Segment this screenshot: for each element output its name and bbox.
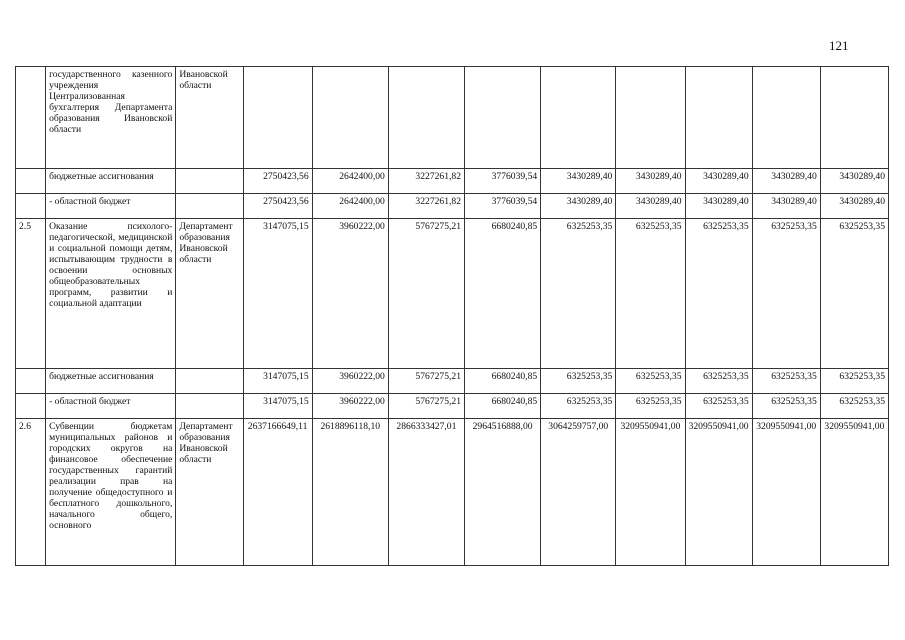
row-value-cell: 3430289,40 [616, 169, 685, 194]
row-value-cell: 6325253,35 [685, 369, 752, 394]
row-value-cell: 5767275,21 [388, 394, 464, 419]
row-value-cell: 6325253,35 [685, 394, 752, 419]
row-value-cell: 3430289,40 [541, 169, 616, 194]
row-executor-cell: Департамент образования Ивановской области [176, 419, 243, 566]
row-executor-cell [176, 394, 243, 419]
row-value-cell: 3147075,15 [243, 369, 312, 394]
row-value-cell: 3960222,00 [312, 394, 388, 419]
row-value-cell: 2618896118,10 [312, 419, 388, 566]
row-name-cell: Оказание психолого-педагогической, медицинской и социальной помощи детям, испытывающим трудности в освоении основных общеобразовательных программ, развитии и социальной адаптации [46, 219, 176, 369]
row-value-cell: 3147075,15 [243, 219, 312, 369]
row-name-cell: - областной бюджет [46, 194, 176, 219]
row-value-cell: 6680240,85 [465, 219, 541, 369]
row-executor-cell [176, 194, 243, 219]
row-value-cell [685, 67, 752, 169]
row-value-cell: 3776039,54 [465, 194, 541, 219]
row-value-cell: 3209550941,00 [820, 419, 888, 566]
row-name-cell: - областной бюджет [46, 394, 176, 419]
row-value-cell: 3147075,15 [243, 394, 312, 419]
table-row [16, 169, 889, 194]
row-value-cell: 3776039,54 [465, 169, 541, 194]
row-value-cell: 6680240,85 [465, 369, 541, 394]
row-value-cell: 6325253,35 [820, 369, 888, 394]
row-value-cell: 5767275,21 [388, 219, 464, 369]
row-value-cell: 6325253,35 [820, 394, 888, 419]
row-value-cell: 3960222,00 [312, 219, 388, 369]
row-value-cell: 6325253,35 [752, 219, 820, 369]
row-name-cell: государственного казенного учреждения Централизованная бухгалтерия Департамента образования Ивановской области [46, 67, 176, 169]
row-value-cell: 3960222,00 [312, 369, 388, 394]
table-row [16, 67, 889, 169]
row-value-cell: 3430289,40 [752, 194, 820, 219]
table-row [16, 369, 889, 394]
row-value-cell [243, 67, 312, 169]
row-value-cell: 6680240,85 [465, 394, 541, 419]
row-value-cell [465, 67, 541, 169]
row-value-cell: 3430289,40 [752, 169, 820, 194]
row-value-cell: 6325253,35 [541, 369, 616, 394]
row-value-cell: 6325253,35 [752, 394, 820, 419]
page-number: 121 [829, 38, 849, 53]
row-value-cell: 6325253,35 [541, 219, 616, 369]
row-value-cell: 6325253,35 [616, 369, 685, 394]
row-code-cell: 2.5 [16, 219, 46, 369]
row-name-cell: бюджетные ассигнования [46, 369, 176, 394]
row-value-cell: 6325253,35 [616, 219, 685, 369]
row-name-cell: бюджетные ассигнования [46, 169, 176, 194]
row-executor-cell: Департамент образования Ивановской области [176, 219, 243, 369]
row-value-cell: 3430289,40 [820, 169, 888, 194]
row-value-cell: 3430289,40 [541, 194, 616, 219]
row-executor-cell: Ивановской области [176, 67, 243, 169]
row-value-cell [752, 67, 820, 169]
row-executor-cell [176, 369, 243, 394]
row-code-cell [16, 67, 46, 169]
row-code-cell [16, 194, 46, 219]
row-value-cell: 2642400,00 [312, 169, 388, 194]
row-value-cell: 6325253,35 [541, 394, 616, 419]
row-value-cell [312, 67, 388, 169]
row-value-cell: 2750423,56 [243, 194, 312, 219]
row-value-cell [616, 67, 685, 169]
row-value-cell: 2750423,56 [243, 169, 312, 194]
row-value-cell: 3430289,40 [820, 194, 888, 219]
row-value-cell [541, 67, 616, 169]
row-code-cell [16, 394, 46, 419]
row-value-cell: 6325253,35 [685, 219, 752, 369]
row-value-cell: 3064259757,00 [541, 419, 616, 566]
row-value-cell [820, 67, 888, 169]
row-value-cell: 6325253,35 [616, 394, 685, 419]
row-value-cell: 2642400,00 [312, 194, 388, 219]
table-row [16, 219, 889, 369]
budget-table [15, 66, 889, 566]
table-row [16, 394, 889, 419]
row-value-cell: 2964516888,00 [465, 419, 541, 566]
row-value-cell: 3227261,82 [388, 169, 464, 194]
row-value-cell: 3430289,40 [685, 169, 752, 194]
row-value-cell: 6325253,35 [752, 369, 820, 394]
row-code-cell [16, 169, 46, 194]
row-code-cell: 2.6 [16, 419, 46, 566]
row-value-cell: 3227261,82 [388, 194, 464, 219]
table-row [16, 419, 889, 566]
table-row [16, 194, 889, 219]
row-name-cell: Субвенции бюджетам муниципальных районов и городских округов на финансовое обеспечение государственных гарантий реализации прав на получение общедоступного и бесплатного дошкольного, начального общего, основного [46, 419, 176, 566]
row-value-cell: 3430289,40 [616, 194, 685, 219]
row-value-cell: 2866333427,01 [388, 419, 464, 566]
row-code-cell [16, 369, 46, 394]
row-value-cell: 3209550941,00 [616, 419, 685, 566]
table-body [16, 67, 889, 566]
row-executor-cell [176, 169, 243, 194]
row-value-cell: 3209550941,00 [752, 419, 820, 566]
row-value-cell: 3430289,40 [685, 194, 752, 219]
row-value-cell: 3209550941,00 [685, 419, 752, 566]
row-value-cell: 6325253,35 [820, 219, 888, 369]
row-value-cell: 2637166649,11 [243, 419, 312, 566]
row-value-cell [388, 67, 464, 169]
row-value-cell: 5767275,21 [388, 369, 464, 394]
